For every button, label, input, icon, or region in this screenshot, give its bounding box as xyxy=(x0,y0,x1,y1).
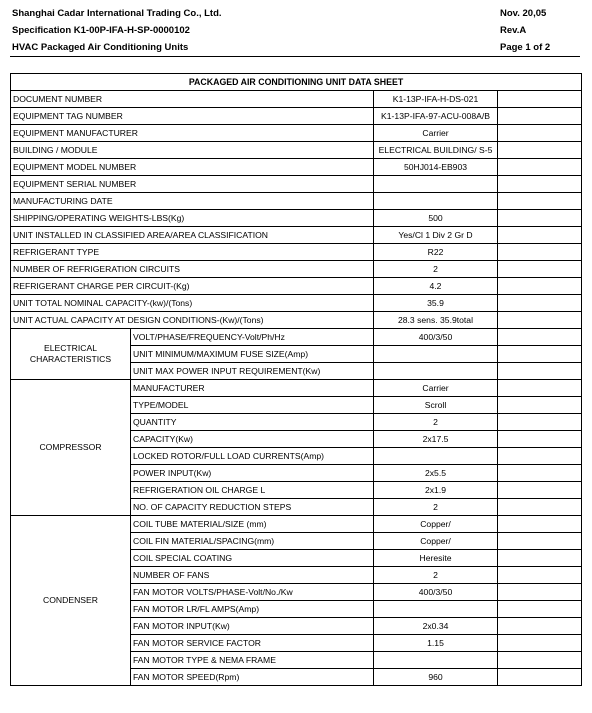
row-remarks-cell xyxy=(498,550,582,567)
row-value: 2x17.5 xyxy=(374,431,498,448)
row-remarks-cell xyxy=(498,601,582,618)
row-remarks-cell xyxy=(498,584,582,601)
row-value: 1.15 xyxy=(374,635,498,652)
row-remarks-cell xyxy=(498,380,582,397)
row-value: K1-13P-IFA-H-DS-021 xyxy=(374,91,498,108)
row-label: UNIT ACTUAL CAPACITY AT DESIGN CONDITIONS-(Kw)/(Tons) xyxy=(11,312,374,329)
data-sheet-table xyxy=(10,73,582,686)
group-label-line: CHARACTERISTICS xyxy=(29,354,112,364)
data-row xyxy=(11,278,582,295)
row-label: FAN MOTOR TYPE & NEMA FRAME xyxy=(131,652,374,669)
row-value: 4.2 xyxy=(374,278,498,295)
group-label-line: COMPRESSOR xyxy=(39,442,102,452)
row-label: NUMBER OF FANS xyxy=(131,567,374,584)
row-value: Copper/ xyxy=(374,516,498,533)
row-label: UNIT TOTAL NOMINAL CAPACITY-(kw)/(Tons) xyxy=(11,295,374,312)
row-remarks-cell xyxy=(498,363,582,380)
row-label: CAPACITY(Kw) xyxy=(131,431,374,448)
row-remarks-cell xyxy=(498,448,582,465)
row-label: MANUFACTURING DATE xyxy=(11,193,374,210)
data-row xyxy=(11,176,582,193)
row-label: QUANTITY xyxy=(131,414,374,431)
data-row xyxy=(11,142,582,159)
row-label: COIL FIN MATERIAL/SPACING(mm) xyxy=(131,533,374,550)
data-row xyxy=(11,261,582,278)
row-value: ELECTRICAL BUILDING/ S-5 xyxy=(374,142,498,159)
row-label: NUMBER OF REFRIGERATION CIRCUITS xyxy=(11,261,374,278)
row-label: LOCKED ROTOR/FULL LOAD CURRENTS(Amp) xyxy=(131,448,374,465)
row-remarks-cell xyxy=(498,516,582,533)
header-rule xyxy=(10,56,580,57)
group-label xyxy=(11,380,131,516)
row-label: UNIT INSTALLED IN CLASSIFIED AREA/AREA CLASSIFICATION xyxy=(11,227,374,244)
data-row xyxy=(11,295,582,312)
row-remarks-cell xyxy=(498,482,582,499)
row-label: FAN MOTOR LR/FL AMPS(Amp) xyxy=(131,601,374,618)
row-value: 500 xyxy=(374,210,498,227)
row-label: DOCUMENT NUMBER xyxy=(11,91,374,108)
row-remarks-cell xyxy=(498,618,582,635)
row-label: TYPE/MODEL xyxy=(131,397,374,414)
row-label: FAN MOTOR INPUT(Kw) xyxy=(131,618,374,635)
row-label: UNIT MINIMUM/MAXIMUM FUSE SIZE(Amp) xyxy=(131,346,374,363)
row-label: POWER INPUT(Kw) xyxy=(131,465,374,482)
page-number: Page 1 of 2 xyxy=(500,42,551,53)
row-remarks-cell xyxy=(498,346,582,363)
row-remarks-cell xyxy=(498,312,582,329)
row-value xyxy=(374,176,498,193)
row-remarks-cell xyxy=(498,108,582,125)
sheet-title: PACKAGED AIR CONDITIONING UNIT DATA SHEET xyxy=(11,74,582,91)
row-value xyxy=(374,652,498,669)
data-row xyxy=(11,312,582,329)
row-remarks-cell xyxy=(498,210,582,227)
data-row xyxy=(11,227,582,244)
row-value: K1-13P-IFA-97-ACU-008A/B xyxy=(374,108,498,125)
data-row xyxy=(11,91,582,108)
group-label-line: ELECTRICAL xyxy=(43,343,97,353)
row-value xyxy=(374,346,498,363)
row-remarks-cell xyxy=(498,499,582,516)
row-value: 960 xyxy=(374,669,498,686)
row-value xyxy=(374,193,498,210)
row-remarks-cell xyxy=(498,567,582,584)
row-value xyxy=(374,601,498,618)
row-value: 28.3 sens. 35.9total xyxy=(374,312,498,329)
document-date: Nov. 20,05 xyxy=(500,8,547,19)
revision: Rev.A xyxy=(500,25,527,36)
data-row xyxy=(11,193,582,210)
document-subject: HVAC Packaged Air Conditioning Units xyxy=(12,42,189,53)
data-row xyxy=(11,210,582,227)
row-label: BUILDING / MODULE xyxy=(11,142,374,159)
row-remarks-cell xyxy=(498,261,582,278)
row-value: 2x5.5 xyxy=(374,465,498,482)
row-label: REFRIGERANT TYPE xyxy=(11,244,374,261)
row-remarks-cell xyxy=(498,176,582,193)
row-value: 2 xyxy=(374,567,498,584)
row-label: EQUIPMENT MODEL NUMBER xyxy=(11,159,374,176)
title-row xyxy=(11,74,582,91)
group-label-line: CONDENSER xyxy=(43,595,98,605)
data-row xyxy=(11,108,582,125)
row-value: 35.9 xyxy=(374,295,498,312)
row-remarks-cell xyxy=(498,244,582,261)
row-label: NO. OF CAPACITY REDUCTION STEPS xyxy=(131,499,374,516)
data-row xyxy=(11,516,582,533)
row-label: EQUIPMENT MANUFACTURER xyxy=(11,125,374,142)
row-label: UNIT MAX POWER INPUT REQUIREMENT(Kw) xyxy=(131,363,374,380)
row-remarks-cell xyxy=(498,193,582,210)
row-remarks-cell xyxy=(498,329,582,346)
row-remarks-cell xyxy=(498,669,582,686)
row-remarks-cell xyxy=(498,278,582,295)
row-label: EQUIPMENT SERIAL NUMBER xyxy=(11,176,374,193)
group-label xyxy=(11,516,131,686)
data-row xyxy=(11,380,582,397)
row-remarks-cell xyxy=(498,227,582,244)
row-label: EQUIPMENT TAG NUMBER xyxy=(11,108,374,125)
row-label: FAN MOTOR VOLTS/PHASE-Volt/No./Kw xyxy=(131,584,374,601)
row-label: FAN MOTOR SPEED(Rpm) xyxy=(131,669,374,686)
row-value: 2x1.9 xyxy=(374,482,498,499)
row-label: SHIPPING/OPERATING WEIGHTS-LBS(Kg) xyxy=(11,210,374,227)
row-value: Copper/ xyxy=(374,533,498,550)
row-label: REFRIGERANT CHARGE PER CIRCUIT-(Kg) xyxy=(11,278,374,295)
row-remarks-cell xyxy=(498,431,582,448)
row-remarks-cell xyxy=(498,295,582,312)
row-value xyxy=(374,363,498,380)
group-label xyxy=(11,329,131,380)
row-value: 2 xyxy=(374,414,498,431)
row-value: 2 xyxy=(374,261,498,278)
row-remarks-cell xyxy=(498,635,582,652)
row-remarks-cell xyxy=(498,533,582,550)
row-value: 400/3/50 xyxy=(374,584,498,601)
company-name: Shanghai Cadar International Trading Co., Ltd. xyxy=(12,8,222,19)
row-value: Scroll xyxy=(374,397,498,414)
row-label: FAN MOTOR SERVICE FACTOR xyxy=(131,635,374,652)
row-value: Carrier xyxy=(374,380,498,397)
row-value: 2 xyxy=(374,499,498,516)
row-label: COIL SPECIAL COATING xyxy=(131,550,374,567)
row-value: 50HJ014-EB903 xyxy=(374,159,498,176)
row-label: REFRIGERATION OIL CHARGE L xyxy=(131,482,374,499)
data-row xyxy=(11,125,582,142)
row-value: Heresite xyxy=(374,550,498,567)
row-value: 400/3/50 xyxy=(374,329,498,346)
row-remarks-cell xyxy=(498,159,582,176)
row-remarks-cell xyxy=(498,414,582,431)
data-row xyxy=(11,244,582,261)
row-value: R22 xyxy=(374,244,498,261)
row-value: 2x0.34 xyxy=(374,618,498,635)
row-value xyxy=(374,448,498,465)
row-label: MANUFACTURER xyxy=(131,380,374,397)
row-remarks-cell xyxy=(498,125,582,142)
data-row xyxy=(11,159,582,176)
row-value: Carrier xyxy=(374,125,498,142)
row-remarks-cell xyxy=(498,652,582,669)
row-remarks-cell xyxy=(498,465,582,482)
row-label: COIL TUBE MATERIAL/SIZE (mm) xyxy=(131,516,374,533)
specification-number: Specification K1-00P-IFA-H-SP-0000102 xyxy=(12,25,190,36)
row-remarks-cell xyxy=(498,91,582,108)
row-label: VOLT/PHASE/FREQUENCY-Volt/Ph/Hz xyxy=(131,329,374,346)
data-row xyxy=(11,329,582,346)
row-remarks-cell xyxy=(498,397,582,414)
data-sheet-body xyxy=(11,74,582,686)
row-remarks-cell xyxy=(498,142,582,159)
row-value: Yes/Cl 1 Div 2 Gr D xyxy=(374,227,498,244)
